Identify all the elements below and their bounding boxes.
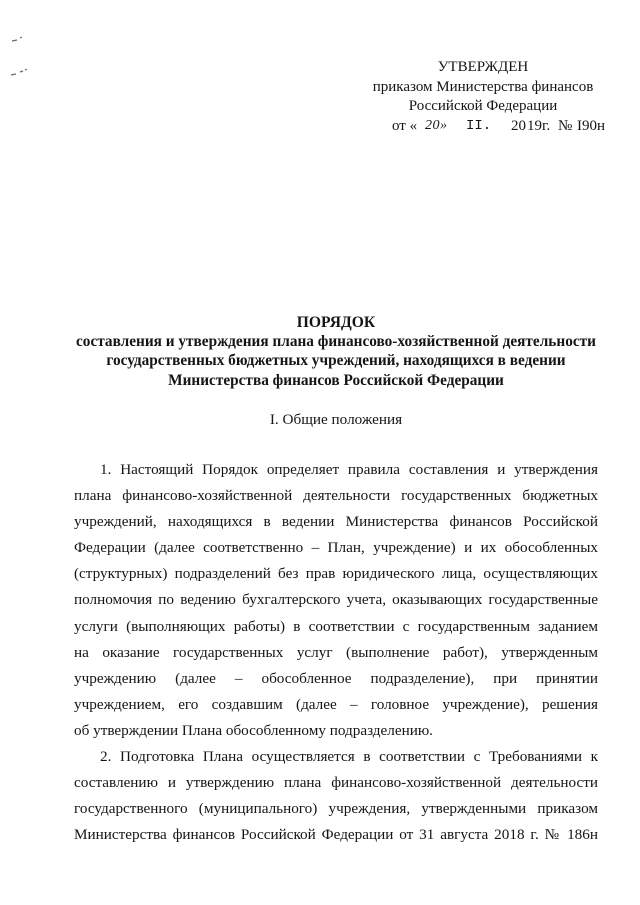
date-year-filled: 19г. (527, 118, 551, 134)
text-line: на оказание государственных услуг (выполнение работ), утвержденным (74, 643, 598, 661)
text-line: Федерации (далее соответственно – План, учреждение) и их обособленных (74, 539, 598, 557)
paragraph-1 (74, 457, 598, 744)
text-line: полномочия по ведению бухгалтерского учета, оказывающих государственные (74, 591, 598, 609)
order-number: I90н (577, 118, 606, 134)
text-line: Министерства финансов Российской Федерации от 31 августа 2018 г. № 186н (74, 826, 598, 844)
text-line: плана финансово-хозяйственной деятельности государственных бюджетных (74, 487, 598, 505)
text-line: 2. Подготовка Плана осуществляется в соответствии с Требованиями к (100, 748, 598, 766)
text-line: услуги (выполняющих работы) в соответствии с государственным заданием (74, 617, 598, 635)
approval-date-line (0, 116, 640, 136)
scan-artifact (12, 37, 22, 41)
date-day: 20» (425, 118, 448, 133)
text-line: учреждению (далее – обособленное подразделение), при принятии (74, 669, 598, 687)
scan-artifact-marks (0, 0, 40, 90)
approved-label: УТВЕРЖДЕН (437, 59, 529, 75)
text-line: 1. Настоящий Порядок определяет правила составления и утверждения (100, 461, 598, 478)
title-line: Министерства финансов Российской Федерации (168, 371, 504, 389)
section-heading: I. Общие положения (269, 411, 403, 428)
text-line: учреждений, находящихся в ведении Министерства финансов Российской (74, 513, 598, 531)
text-line: составлению и утверждению плана финансово-хозяйственной деятельности (74, 774, 598, 792)
date-prefix: от « (392, 118, 418, 134)
approval-block (360, 58, 606, 117)
title-line: составления и утверждения плана финансово-хозяйственной деятельности (76, 333, 596, 351)
scan-artifact (11, 69, 27, 75)
title-line: государственных бюджетных учреждений, находящихся в ведении (106, 352, 566, 370)
title-heading: ПОРЯДОК (296, 314, 376, 331)
document-title (36, 313, 636, 390)
document-body (74, 457, 598, 848)
approval-country-line: Российской Федерации (408, 98, 558, 114)
approval-order-line: приказом Министерства финансов (372, 78, 594, 95)
order-number-sign: № (558, 118, 573, 134)
date-month: II. (466, 118, 492, 134)
text-line: учреждением, его создавшим (далее – головное учреждение), решения (74, 695, 598, 713)
date-year-printed: 20 (511, 118, 526, 134)
paragraph-2 (74, 744, 598, 848)
text-line: об утверждении Плана обособленному подразделению. (74, 721, 433, 739)
text-line: (структурных) подразделений без прав юридического лица, осуществляющих (74, 565, 598, 583)
text-line: государственного (муниципального) учреждения, утвержденными приказом (74, 800, 598, 818)
